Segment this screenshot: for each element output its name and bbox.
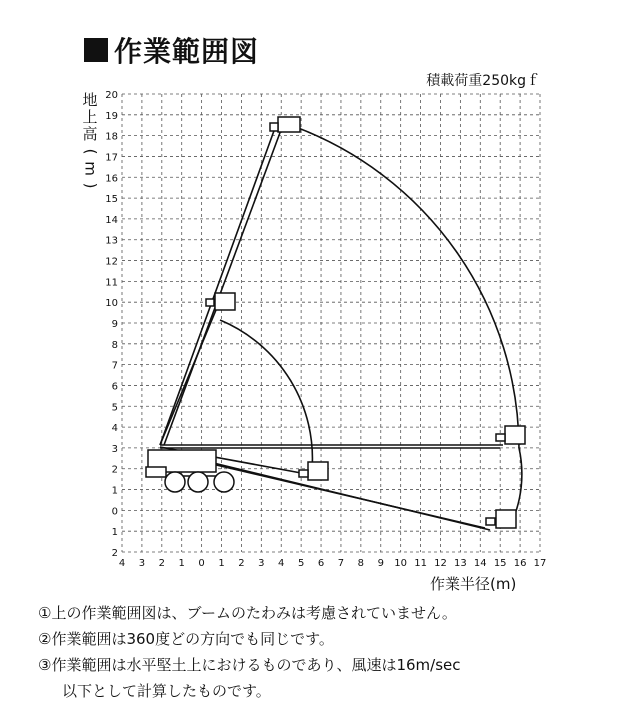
x-tick-label: 0 <box>198 558 205 569</box>
y-axis-label-char: 高 <box>82 125 98 143</box>
y-tick-label: 0 <box>111 506 118 518</box>
x-tick-label: 2 <box>158 558 165 569</box>
y-tick-label: 10 <box>105 298 118 310</box>
y-tick-label: 11 <box>105 277 118 289</box>
y-tick-label: 7 <box>111 360 118 372</box>
x-tick-label: 2 <box>238 558 245 569</box>
y-axis-label-char: 地 <box>82 91 98 109</box>
y-tick-label: 9 <box>111 319 118 330</box>
note-3-continued: 以下として計算したものです。 <box>62 682 271 700</box>
x-tick-label: 4 <box>118 558 126 569</box>
x-tick-label: 3 <box>138 558 146 569</box>
y-tick-label: 18 <box>105 131 118 143</box>
x-axis-label: 作業半径(m) <box>430 575 517 593</box>
notes <box>38 600 461 704</box>
x-tick-label: 1 <box>178 558 185 569</box>
y-tick-labels <box>105 90 118 559</box>
y-tick-label: 16 <box>105 173 118 185</box>
x-tick-label: 4 <box>278 558 285 569</box>
x-tick-label: 5 <box>297 558 305 569</box>
y-tick-label: 1 <box>111 527 118 539</box>
y-tick-label: 19 <box>105 110 118 122</box>
y-tick-label: 5 <box>111 402 118 414</box>
y-tick-label: 2 <box>111 548 118 559</box>
y-tick-label: 15 <box>105 194 118 206</box>
x-tick-label: 17 <box>533 558 547 569</box>
y-tick-label: 8 <box>111 339 118 351</box>
y-tick-label: 14 <box>105 214 118 226</box>
y-tick-label: 13 <box>105 235 118 247</box>
y-axis-label-char: 上 <box>82 108 98 126</box>
x-tick-label: 6 <box>317 558 325 569</box>
work-envelope-outer-arc <box>293 126 519 448</box>
title-text: 作業範囲図 <box>114 35 260 68</box>
x-tick-label: 12 <box>434 558 447 569</box>
y-tick-label: 17 <box>105 152 118 164</box>
y-tick-label: 4 <box>111 423 118 435</box>
x-tick-label: 1 <box>218 558 225 569</box>
x-tick-label: 3 <box>258 558 265 569</box>
truck-icon <box>146 450 234 492</box>
y-tick-label: 1 <box>111 485 118 497</box>
y-axis-label-char: ) <box>81 182 100 189</box>
x-tick-label: 7 <box>337 558 345 569</box>
y-tick-label: 6 <box>111 381 118 393</box>
x-tick-label: 8 <box>357 558 365 569</box>
note-2: ②作業範囲は360度どの方向でも同じです。 <box>38 630 334 648</box>
note-1: ①上の作業範囲図は、ブームのたわみは考慮されていません。 <box>38 604 457 622</box>
x-tick-label: 9 <box>377 558 384 569</box>
y-tick-label: 2 <box>111 464 118 476</box>
x-tick-label: 16 <box>513 558 527 569</box>
x-tick-label: 11 <box>414 558 427 569</box>
y-axis-label-char: m <box>81 161 100 176</box>
rated-load-label: 積載荷重250kgｆ <box>426 73 540 89</box>
y-tick-label: 20 <box>105 90 118 101</box>
y-tick-label: 3 <box>111 443 118 455</box>
note-3: ③作業範囲は水平堅土上におけるものであり、風速は16m/sec <box>38 656 461 674</box>
basket-icons <box>206 117 525 528</box>
x-tick-labels <box>119 558 547 569</box>
x-tick-label: 15 <box>493 558 507 569</box>
x-tick-label: 13 <box>454 558 467 569</box>
y-axis-label-char: ( <box>81 148 100 155</box>
y-tick-label: 12 <box>105 256 118 268</box>
x-tick-label: 14 <box>473 558 487 569</box>
x-tick-label: 10 <box>394 558 408 569</box>
